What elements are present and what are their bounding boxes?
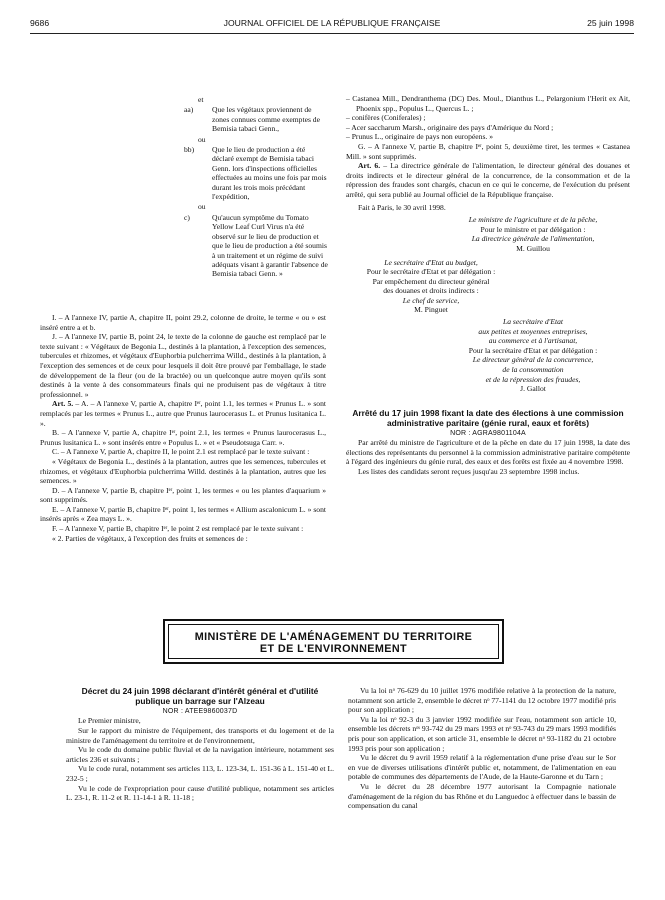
ministry-title-line-2: ET DE L'ENVIRONNEMENT: [259, 643, 408, 655]
article-6: [346, 161, 630, 199]
signature-block-3: [346, 317, 630, 394]
signature-block-2: [346, 258, 516, 316]
left-column: [40, 313, 326, 543]
publication-date: 25 juin 1998: [587, 18, 634, 28]
decree-paragraph: Vu la loi nᵒ 92-3 du 3 janvier 1992 modifiée sur l'eau, notamment son article 10, ensemble les décrets nᵒˢ 93-742 du 29 mars 1993 et nᵒ 93-743 du 29 mars 1993 modifiés pris pour son application, et son article 31, ensemble le décret nᵒ 93-1182 du 21 octobre 1993 pris pour son application ;: [348, 714, 616, 753]
ministry-heading-frame: [168, 624, 499, 659]
decree-paragraph: Sur le rapport du ministre de l'équipement, des transports et du logement et de la ministre de l'aménagement du territoire et de l'environnement,: [66, 726, 334, 745]
condition-label: bb): [184, 145, 195, 155]
signatory-name: M. Guillou: [516, 243, 550, 253]
paragraph-g: G. – A l'annexe V, partie B, chapitre Iᵉʳ, point 5, deuxième tiret, les termes « Castanea Mill. » sont supprimés.: [346, 141, 630, 161]
journal-title: JOURNAL OFFICIEL DE LA RÉPUBLIQUE FRANÇAISE: [223, 18, 441, 28]
nor-reference: NOR : AGRA9801104A: [450, 429, 526, 437]
signatory-name: M. Pinguet: [414, 305, 448, 315]
page-header: [30, 18, 634, 32]
condition-text: Qu'aucun symptôme du Tomato Yellow Leaf Curl Virus n'a été observé sur le lieu de production et que le lieu de production a été soumis à un traitement et un régime de suivi adéquats visant à garantir l'absence de Bemisia tabaci Genn. »: [212, 212, 328, 279]
signatory-role: Le chef de service,: [402, 295, 460, 305]
decree-paragraph: Vu le décret du 28 décembre 1977 autorisant la Compagnie nationale d'aménagement de la région du bas Rhône et du Languedoc à effectuer dans le bassin de compensation du canal: [348, 781, 616, 811]
signing-place-date: Fait à Paris, le 30 avril 1998.: [358, 202, 446, 212]
paragraph-d: D. – A l'annexe V, partie B, chapitre Iᵉʳ, point 1, les termes « ou les plantes d'aquarium » sont supprimés.: [40, 485, 326, 505]
condition-label: aa): [184, 105, 194, 115]
signatory-role: Le directeur général de la concurrence,: [472, 355, 594, 365]
condition-label: c): [184, 212, 190, 222]
list-item: – conifères (Coniferales) ;: [346, 113, 426, 123]
right-column: [346, 94, 630, 477]
delegation-line: Pour la secrétaire d'Etat et par délégation :: [468, 345, 598, 355]
list-connector: ou: [198, 202, 206, 212]
ministry-heading: [163, 619, 504, 664]
list-item: – Prunus L., originaire de pays non européens. »: [346, 132, 493, 142]
signatory-name: J. Gallot: [520, 384, 546, 394]
decree-paragraph: Vu le code de l'expropriation pour cause d'utilité publique, notamment ses articles L. 23-1, R. 11-2 et R. 11-14-1 à R. 11-18 ;: [66, 783, 334, 803]
article-text: – La directrice générale de l'alimentation, le directeur général des douanes et droits indirects et le directeur général de la concurrence, de la consommation et de la répression des fraudes sont chargés, chacun en ce qui le concerne, de l'exécution du présent arrêté, qui sera publié au Journal officiel de la République française.: [346, 161, 630, 199]
signatory-title: Le secrétaire d'Etat au budget,: [384, 257, 478, 267]
decree-title: Décret du 24 juin 1998 déclarant d'intérêt général et d'utilité publique un barrage sur l'Alzeau: [81, 686, 319, 707]
condition-text: Que les végétaux proviennent de zones connues comme exemptes de Bemisia tabaci Genn.,: [212, 105, 320, 134]
article-5: [40, 399, 326, 428]
nor-reference: NOR : ATEE9860037D: [162, 707, 238, 715]
decree-paragraph: Le Premier ministre,: [78, 716, 141, 726]
list-item: – Castanea Mill., Dendranthema (DC) Des. Moul., Dianthus L., Pelargonium l'Herit ex Ait, Phoenix spp., Populus L., Quercus L. ;: [346, 94, 630, 113]
delegation-line: Par empêchement du directeur général: [372, 276, 490, 286]
article-label: Art. 5.: [52, 399, 74, 409]
condition-text: Que le lieu de production a été déclaré exempt de Bemisia tabaci Genn. lors d'inspections officielles effectuées au moins une fois par mois durant les trois mois précédant l'expédition,: [212, 145, 327, 202]
signature-block-1: [346, 215, 630, 253]
delegation-line: Pour le secrétaire d'Etat et par délégation :: [366, 267, 496, 277]
paragraph-e: E. – A l'annexe V, partie B, chapitre Iᵉʳ, point 1, les termes « Allium ascalonicum L. » sont insérés après « Zea mays L. ».: [40, 504, 326, 524]
signatory-title: La secrétaire d'Etat: [503, 317, 563, 327]
paragraph-j: J. – A l'annexe IV, partie B, point 24, le texte de la colonne de gauche est remplacé par le texte suivant : « Végétaux de Begonia L., destinés à la plantation, à l'exception des semences, tubercules et rhizomes, et végétaux d'Euphorbia pulcherrima Willd., destinés à la plantation, à l'exception des semences et de ceux pour lesquels il doit être prouvé par l'emballage, le stade de développement de la fleur (ou de la bractée) ou un quelconque autre moyen qu'ils sont destinés à la vente à des consommateurs finals qui ne produisent pas de végétaux à titre professionnel. »: [40, 332, 326, 399]
decree-paragraph: Vu le code du domaine public fluvial et de la navigation intérieure, notamment ses articles 236 et suivants ;: [66, 745, 334, 764]
condition-aa: [184, 105, 328, 134]
decree-paragraph: Vu la loi nᵒ 76-629 du 10 juillet 1976 modifiée relative à la protection de la nature, notamment son article 2, ensemble le décret nᵒ 77-1141 du 12 octobre 1977 modifié pris pour son application ;: [348, 686, 616, 715]
article-text: – A. – A l'annexe V, partie A, chapitre Iᵉʳ, point 1.1, les termes « Prunus L. » sont remplacés par les termes « Prunus L., autre que Prunus laurocerasus L. et Prunus lusitanica L. ».: [40, 399, 326, 428]
list-connector: et: [198, 95, 204, 104]
conditions-list: [184, 94, 328, 279]
signatory-role: et de la répression des fraudes,: [485, 374, 581, 384]
delegation-line: des douanes et droits indirects :: [383, 286, 479, 296]
signatory-role: La directrice générale de l'alimentation,: [471, 234, 595, 244]
notice-paragraph: Les listes des candidats seront reçues jusqu'au 23 septembre 1998 inclus.: [358, 467, 580, 476]
signatory-title: au commerce et à l'artisanat,: [488, 336, 578, 346]
paragraph-b: B. – A l'annexe V, partie A, chapitre Iᵉʳ, point 2.1, les termes « Prunus laurocerasus L., Prunus lusitanica L. » sont insérés entre « Populus L. » et « Pseudotsuga Carr. ».: [40, 428, 326, 447]
condition-c: [184, 212, 328, 279]
paragraph-i: I. – A l'annexe IV, partie A, chapitre II, point 29.2, colonne de droite, le terme « ou » est inséré entre a et b.: [40, 313, 326, 332]
notice-paragraph: Par arrêté du ministre de l'agriculture et de la pêche en date du 17 juin 1998, la date des élections des représentants du personnel à la commission administrative paritaire compétente à l'égard des ingénieurs du génie rural, des eaux et des forêts est fixée au 4 novembre 1998.: [346, 438, 630, 467]
list-item: – Acer saccharum Marsh., originaire des pays d'Amérique du Nord ;: [346, 122, 554, 132]
signatory-role: de la consommation: [502, 365, 564, 375]
decree-paragraph: Vu le code rural, notamment ses articles 113, L. 123-34, L. 151-36 à L. 151-40 et L. 232-5 ;: [66, 764, 334, 783]
ministry-title-line-1: MINISTÈRE DE L'AMÉNAGEMENT DU TERRITOIRE: [194, 631, 473, 643]
notice-arrete: [346, 408, 630, 477]
delegation-line: Pour le ministre et par délégation :: [480, 224, 586, 234]
condition-bb: [184, 145, 328, 202]
signatory-title: Le ministre de l'agriculture et de la pêche,: [468, 215, 598, 225]
decree-right-column: [348, 686, 616, 811]
paragraph-c: C. – A l'annexe V, partie A, chapitre II, le point 2.1 est remplacé par le texte suivant :: [52, 447, 310, 457]
notice-title: Arrêté du 17 juin 1998 fixant la date des élections à une commission administrative paritaire (génie rural, eaux et forêts): [352, 407, 624, 429]
quote-c: « Végétaux de Begonia L., destinés à la plantation, autres que les semences, tubercules et rhizomes, et végétaux d'Euphorbia pulcherrima Willd. destinés à la plantation, autres que les semences. »: [40, 456, 326, 486]
decree-paragraph: Vu le décret du 9 avril 1959 relatif à la réglementation d'une prise d'eau sur le Sor en vue de diverses utilisations d'intérêt public et, notamment, de l'alimentation en eau potable de communes des départements de l'Aude, de la Haute-Garonne et du Tarn ;: [348, 753, 616, 782]
paragraph-f: F. – A l'annexe V, partie B, chapitre Iᵉʳ, le point 2 est remplacé par le texte suivant :: [52, 524, 304, 534]
quote-f: « 2. Parties de végétaux, à l'exception des fruits et semences de :: [52, 533, 248, 543]
page-number: 9686: [30, 18, 50, 28]
article-label: Art. 6.: [358, 161, 381, 171]
decree-left-column: [66, 686, 334, 803]
list-connector: ou: [198, 134, 206, 144]
signatory-title: aux petites et moyennes entreprises,: [478, 326, 588, 336]
header-rule: [30, 33, 634, 34]
